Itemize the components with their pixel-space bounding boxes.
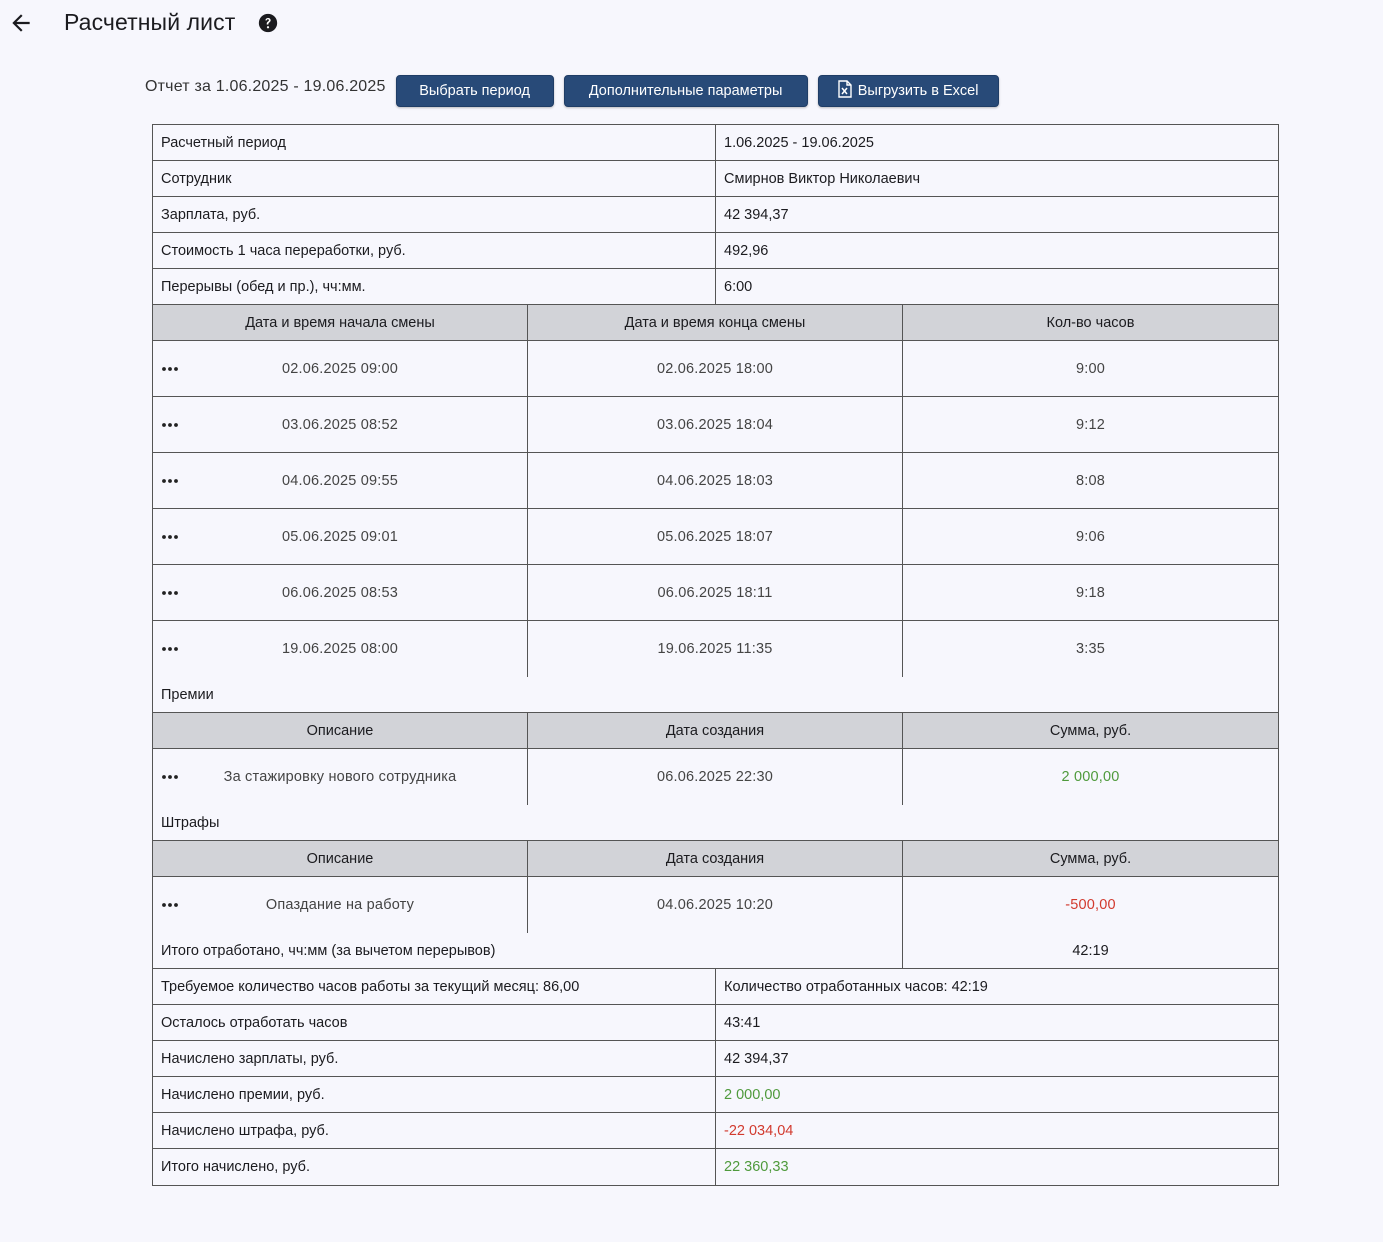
shift-start-text: 05.06.2025 09:01 [281, 528, 399, 545]
total-worked-value: 42:19 [1072, 942, 1109, 959]
export-excel-button[interactable] [818, 75, 999, 107]
total-accrued-value: 22 360,33 [724, 1159, 789, 1175]
breaks-value: 6:00 [724, 278, 753, 295]
info-row-employee [153, 161, 1278, 197]
app-header [0, 0, 1383, 48]
fine-sum: -500,00 [1065, 897, 1116, 913]
shift-start [153, 453, 528, 508]
shift-row [153, 453, 1278, 509]
overtime-value: 492,96 [724, 242, 769, 259]
fine-desc-text: Опаздание на работу [265, 897, 415, 913]
export-excel-label: Выгрузить в Excel [857, 83, 979, 99]
remaining-hours-row [153, 1005, 1278, 1041]
fine-row [153, 877, 1278, 933]
shift-start-text: 02.06.2025 09:00 [281, 360, 399, 377]
col-header-shift-start: Дата и время начала смены [153, 305, 528, 340]
employee-value: Смирнов Виктор Николаевич [724, 170, 921, 187]
question-circle-icon [257, 12, 279, 34]
shift-hours: 9:06 [1075, 528, 1106, 545]
col-header-fine-date: Дата создания [528, 841, 903, 876]
required-hours-row [153, 969, 1278, 1005]
info-row-breaks [153, 269, 1278, 305]
shift-start [153, 397, 528, 452]
bonus-accrued-row [153, 1077, 1278, 1113]
bonuses-section-title: Премии [161, 686, 214, 703]
shift-end: 19.06.2025 11:35 [528, 621, 903, 677]
total-worked-row [153, 933, 1278, 969]
remaining-hours-value: 43:41 [724, 1014, 761, 1031]
fines-section-title: Штрафы [161, 814, 220, 831]
arrow-left-icon [8, 10, 34, 36]
salary-accrued-label: Начислено зарплаты, руб. [153, 1041, 716, 1076]
total-worked-label: Итого отработано, чч:мм (за вычетом перерывов) [153, 933, 903, 968]
toolbar [145, 74, 1009, 108]
breaks-label: Перерывы (обед и пр.), чч:мм. [153, 269, 716, 304]
col-header-fine-sum: Сумма, руб. [903, 841, 1278, 876]
shift-start [153, 621, 528, 677]
shift-row [153, 565, 1278, 621]
remaining-hours-label: Осталось отработать часов [153, 1005, 716, 1040]
bonus-accrued-value: 2 000,00 [724, 1086, 781, 1103]
shift-hours: 9:18 [1075, 584, 1106, 601]
col-header-hours: Кол-во часов [903, 305, 1278, 340]
shift-end: 06.06.2025 18:11 [528, 565, 903, 620]
bonus-desc-text: За стажировку нового сотрудника [223, 769, 457, 785]
col-header-shift-end: Дата и время конца смены [528, 305, 903, 340]
report-period-label: Отчет за 1.06.2025 - 19.06.2025 [145, 78, 386, 95]
col-header-bonus-date: Дата создания [528, 713, 903, 748]
help-button[interactable] [257, 12, 279, 34]
extra-params-button[interactable]: Дополнительные параметры [564, 75, 808, 107]
shift-start [153, 565, 528, 620]
back-button[interactable] [8, 10, 34, 36]
shifts-header-row [153, 305, 1278, 341]
shift-row [153, 621, 1278, 677]
fine-accrued-label: Начислено штрафа, руб. [153, 1113, 716, 1148]
salary-accrued-row [153, 1041, 1278, 1077]
shift-start-text: 03.06.2025 08:52 [281, 416, 399, 433]
fines-header-row [153, 841, 1278, 877]
page-title: Расчетный лист [64, 9, 236, 35]
total-accrued-label: Итого начислено, руб. [153, 1149, 716, 1185]
fine-accrued-row [153, 1113, 1278, 1149]
shift-start-text: 19.06.2025 08:00 [281, 641, 399, 657]
fine-date: 04.06.2025 10:20 [528, 877, 903, 933]
shift-start-text: 04.06.2025 09:55 [281, 472, 399, 489]
fines-section-row [153, 805, 1278, 841]
bonuses-header-row [153, 713, 1278, 749]
period-value: 1.06.2025 - 19.06.2025 [724, 134, 874, 151]
fine-accrued-value: -22 034,04 [724, 1122, 794, 1139]
fine-desc [153, 877, 528, 933]
bonus-row [153, 749, 1278, 805]
file-excel-icon [838, 80, 852, 102]
worked-hours-text: Количество отработанных часов: 42:19 [724, 978, 988, 995]
shift-end: 02.06.2025 18:00 [528, 341, 903, 396]
shift-start [153, 341, 528, 396]
bonus-sum: 2 000,00 [1061, 769, 1120, 785]
col-header-fine-desc: Описание [153, 841, 528, 876]
shift-start-text: 06.06.2025 08:53 [281, 584, 399, 601]
shift-hours: 3:35 [1075, 641, 1106, 657]
period-label: Расчетный период [153, 125, 716, 160]
shift-row [153, 341, 1278, 397]
bonus-desc [153, 749, 528, 805]
shift-end: 04.06.2025 18:03 [528, 453, 903, 508]
employee-label: Сотрудник [153, 161, 716, 196]
shift-end: 05.06.2025 18:07 [528, 509, 903, 564]
total-accrued-row [153, 1149, 1278, 1185]
required-hours-text: Требуемое количество часов работы за текущий месяц: 86,00 [153, 969, 716, 1004]
col-header-bonus-desc: Описание [153, 713, 528, 748]
shift-hours: 8:08 [1075, 472, 1106, 489]
shift-hours: 9:12 [1075, 416, 1106, 433]
shift-row [153, 397, 1278, 453]
shift-row [153, 509, 1278, 565]
salary-value: 42 394,37 [724, 206, 789, 223]
info-row-salary [153, 197, 1278, 233]
bonuses-section-row [153, 677, 1278, 713]
info-row-overtime [153, 233, 1278, 269]
salary-accrued-value: 42 394,37 [724, 1050, 789, 1067]
shift-end: 03.06.2025 18:04 [528, 397, 903, 452]
payslip-table [152, 124, 1279, 1186]
col-header-bonus-sum: Сумма, руб. [903, 713, 1278, 748]
overtime-label: Стоимость 1 часа переработки, руб. [153, 233, 716, 268]
info-row-period [153, 125, 1278, 161]
shift-hours: 9:00 [1075, 360, 1106, 377]
select-period-button[interactable]: Выбрать период [396, 75, 554, 107]
salary-label: Зарплата, руб. [153, 197, 716, 232]
bonus-date: 06.06.2025 22:30 [528, 749, 903, 805]
shift-start [153, 509, 528, 564]
bonus-accrued-label: Начислено премии, руб. [153, 1077, 716, 1112]
